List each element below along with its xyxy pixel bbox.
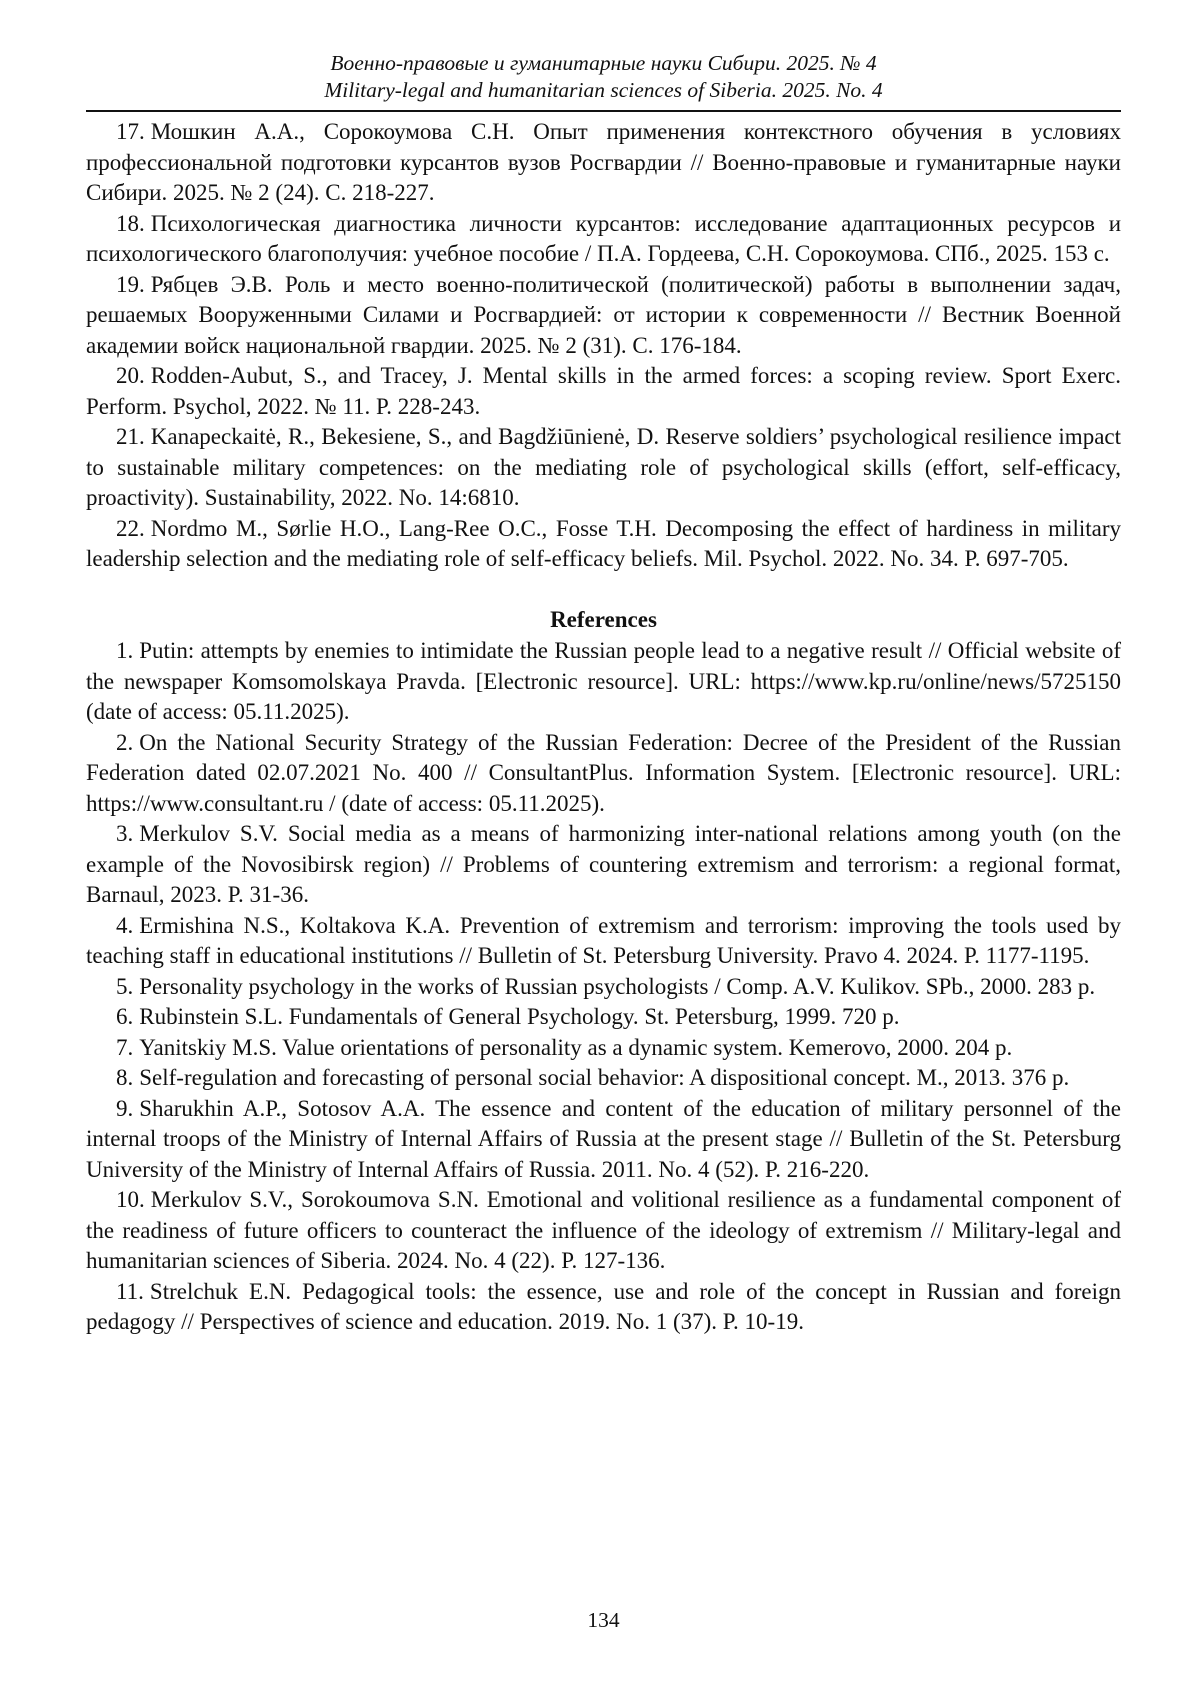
reference-entry	[86, 728, 1121, 820]
entry-number: 6.	[116, 1004, 134, 1029]
entry-number: 18.	[116, 210, 145, 236]
entry-text: Putin: attempts by enemies to intimidate the Russian people lead to a negative result // Official website of the newspaper Komsomolskaya Pravda. [Electronic resource]. URL: https://www.kp.ru/online/news/5725150 (date of access: 05.11.2025).	[86, 638, 1121, 724]
running-header	[86, 50, 1121, 104]
entry-number: 10.	[116, 1187, 145, 1212]
entry-text: Ermishina N.S., Koltakova K.A. Prevention of extremism and terrorism: improving the tools used by teaching staff in educational institutions // Bulletin of St. Petersburg University. Pravo 4. 2024. P. 1177-1195.	[86, 912, 1121, 968]
entry-text: On the National Security Strategy of the Russian Federation: Decree of the President of the Russian Federation dated 02.07.2021 No. 400 // ConsultantPlus. Information System. [Electronic resource]. URL: https://www.consultant.ru / (date of access: 05.11.2025).	[86, 729, 1121, 816]
entry-number: 5.	[116, 973, 134, 999]
bibliography-entry	[86, 422, 1121, 514]
entry-text: Rodden-Aubut, S., and Tracey, J. Mental skills in the armed forces: a scoping review. Sport Exerc. Perform. Psychol, 2022. № 11. P. 228-243.	[86, 363, 1121, 419]
references-heading: References	[550, 606, 657, 632]
bibliography-list	[86, 117, 1121, 575]
entry-number: 22.	[116, 515, 145, 541]
bibliography-entry	[86, 514, 1121, 575]
entry-text: Personality psychology in the works of Russian psychologists / Comp. A.V. Kulikov. SPb., 2000. 283 p.	[139, 973, 1096, 999]
header-title-en: Military-legal and humanitarian sciences of Siberia. 2025. No. 4	[324, 78, 883, 102]
reference-entry	[86, 911, 1121, 972]
entry-text: Рябцев Э.В. Роль и место военно-политической (политической) работы в выполнении задач, решаемых Вооруженными Силами и Росгвардией: от истории к современности // Вестник Военной академии войск национальной гвардии. 2025. № 2 (31). С. 176-184.	[86, 271, 1121, 358]
reference-entry	[86, 1277, 1121, 1338]
reference-entry	[86, 819, 1121, 911]
entry-number: 8.	[116, 1065, 134, 1090]
entry-text: Nordmo M., Sørlie H.O., Lang-Ree O.C., Fosse T.H. Decomposing the effect of hardiness in military leadership selection and the mediating role of self-efficacy beliefs. Mil. Psychol. 2022. No. 34. P. 697-705.	[86, 515, 1121, 571]
entry-number: 1.	[116, 638, 134, 663]
reference-entry	[86, 1033, 1121, 1064]
header-rule	[86, 110, 1121, 112]
entry-number: 4.	[116, 912, 134, 938]
entry-number: 20.	[116, 363, 145, 388]
header-title-ru: Военно-правовые и гуманитарные науки Сибири. 2025. № 4	[330, 51, 877, 75]
entry-text: Kanapeckaitė, R., Bekesiene, S., and Bagdžiūnienė, D. Reserve soldiers’ psychological resilience impact to sustainable military competences: on the mediating role of psychological skills (effort, self-efficacy, proactivity). Sustainability, 2022. No. 14:6810.	[86, 424, 1121, 510]
bibliography-entry	[86, 209, 1121, 270]
entry-number: 9.	[116, 1095, 134, 1121]
entry-text: Merkulov S.V., Sorokoumova S.N. Emotional and volitional resilience as a fundamental component of the readiness of future officers to counteract the influence of the ideology of extremism // Military-legal and humanitarian sciences of Siberia. 2024. No. 4 (22). P. 127-136.	[86, 1187, 1121, 1273]
reference-entry	[86, 1185, 1121, 1277]
bibliography-entry	[86, 361, 1121, 422]
reference-entry	[86, 636, 1121, 728]
page-content	[86, 117, 1121, 1338]
entry-text: Мошкин А.А., Сорокоумова С.Н. Опыт применения контекстного обучения в условиях профессиональной подготовки курсантов вузов Росгвардии // Военно-правовые и гуманитарные науки Сибири. 2025. № 2 (24). С. 218-227.	[86, 119, 1121, 205]
entry-text: Sharukhin A.P., Sotosov A.A. The essence and content of the education of military personnel of the internal troops of the Ministry of Internal Affairs of Russia at the present stage // Bulletin of the St. Petersburg University of the Ministry of Internal Affairs of Russia. 2011. No. 4 (52). P. 216-220.	[86, 1095, 1121, 1182]
page-number: 134	[587, 1608, 620, 1632]
entry-text: Психологическая диагностика личности курсантов: исследование адаптационных ресурсов и психологического благополучия: учебное пособие / П.А. Гордеева, С.Н. Сорокоумова. СПб., 2025. 153 с.	[86, 210, 1121, 266]
entry-text: Merkulov S.V. Social media as a means of harmonizing inter-national relations among youth (on the example of the Novosibirsk region) // Problems of countering extremism and terrorism: a regional format, Barnaul, 2023. P. 31-36.	[86, 821, 1121, 907]
references-list	[86, 636, 1121, 1338]
entry-number: 19.	[116, 271, 145, 297]
entry-text: Yanitskiy M.S. Value orientations of personality as a dynamic system. Kemerovo, 2000. 204 p.	[139, 1034, 1013, 1060]
entry-text: Self-regulation and forecasting of personal social behavior: A dispositional concept. M., 2013. 376 p.	[139, 1065, 1070, 1090]
bibliography-entry	[86, 270, 1121, 362]
entry-number: 21.	[116, 424, 145, 449]
entry-text: Rubinstein S.L. Fundamentals of General Psychology. St. Petersburg, 1999. 720 p.	[139, 1004, 900, 1029]
reference-entry	[86, 1094, 1121, 1186]
entry-number: 11.	[116, 1278, 144, 1304]
entry-text: Strelchuk E.N. Pedagogical tools: the essence, use and role of the concept in Russian and foreign pedagogy // Perspectives of science and education. 2019. No. 1 (37). P. 10-19.	[86, 1278, 1121, 1334]
entry-number: 7.	[116, 1034, 134, 1060]
reference-entry	[86, 1063, 1121, 1094]
reference-entry	[86, 972, 1121, 1003]
entry-number: 2.	[116, 729, 134, 755]
bibliography-entry	[86, 117, 1121, 209]
reference-entry	[86, 1002, 1121, 1033]
entry-number: 3.	[116, 821, 134, 846]
entry-number: 17.	[116, 119, 145, 144]
